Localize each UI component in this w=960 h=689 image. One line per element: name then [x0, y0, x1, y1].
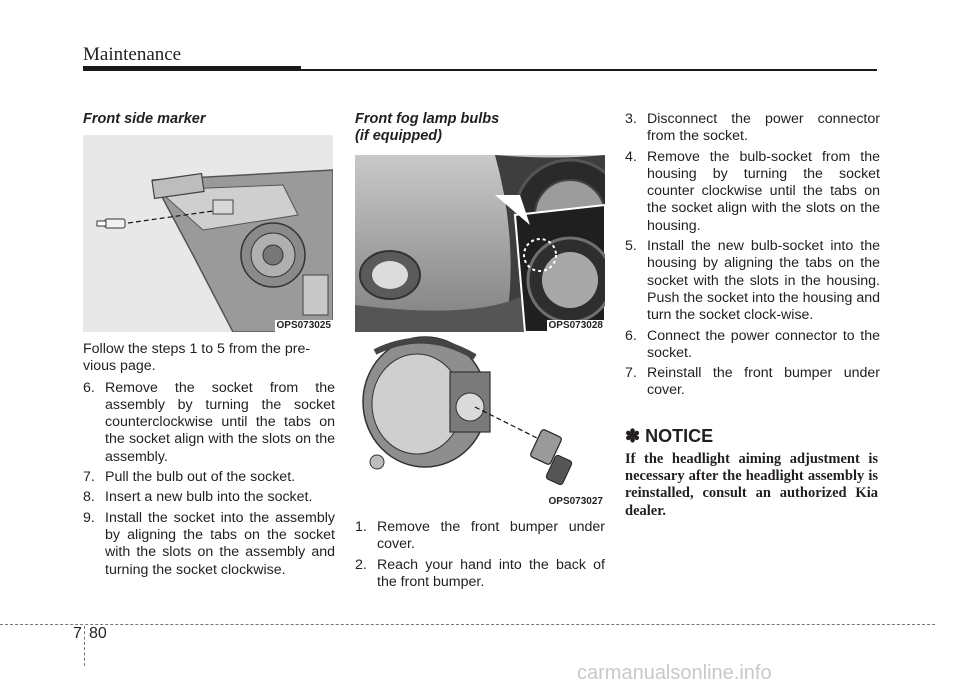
figure-code-ops073028: OPS073028: [548, 320, 603, 331]
page-header-title: Maintenance: [83, 44, 182, 65]
fog-lamp-heading-line2: (if equipped): [355, 128, 442, 144]
middle-steps-list: [355, 519, 605, 591]
list-item: 6. Remove the socket from the assembly by turning the socket counterclockwise until the tabs on the socket align with the slots on the assembly.: [83, 379, 335, 465]
list-item: 7. Reinstall the front bumper under cover.: [625, 365, 880, 399]
list-item: 8. Insert a new bulb into the socket.: [83, 489, 313, 506]
intro-line-1: Follow the steps 1 to 5 from the pre-: [83, 341, 311, 357]
front-side-marker-figure: [83, 135, 333, 332]
list-item: 6. Connect the power connector to the socket.: [625, 327, 880, 361]
header-rule-thin: [301, 69, 877, 71]
fog-lamp-heading-line1: Front fog lamp bulbs: [355, 111, 500, 127]
list-item: 1. Remove the front bumper under cover.: [355, 519, 605, 553]
fog-lamp-heading: [355, 111, 499, 145]
footer-divider: [0, 624, 935, 625]
notice-text: If the headlight aiming adjustment is necessary after the headlight assembly is reinstalled, consult an authorized Kia dealer.: [625, 451, 878, 519]
left-column-body: [83, 341, 335, 582]
figure-code-ops073027: OPS073027: [548, 496, 603, 507]
list-item: 9. Install the socket into the assembly by aligning the tabs on the socket with the slots on the assembly and turning the socket clockwise.: [83, 509, 335, 578]
page-number: 80: [89, 625, 107, 642]
fog-lamp-housing-illustration: [355, 332, 605, 508]
footer-vertical-divider: [84, 626, 85, 666]
watermark: carmanualsonline.info: [577, 662, 772, 684]
fog-lamp-location-figure: [355, 155, 605, 332]
list-item: 5. Install the new bulb-socket into the housing by aligning the tabs on the socket with the slots in the housing. Push the socket into the housing and turn the socket clock-wise.: [625, 238, 880, 324]
intro-line-2: vious page.: [83, 358, 156, 375]
right-steps-list: [625, 111, 880, 400]
notice-star-icon: ✽: [625, 426, 641, 446]
right-column-body: [625, 111, 880, 403]
notice-title: NOTICE: [645, 426, 714, 446]
list-item: 2. Reach your hand into the back of the front bumper.: [355, 556, 605, 590]
left-steps-list: [83, 380, 335, 579]
figure-code-ops073025: OPS073025: [276, 320, 331, 331]
fog-lamp-bulb-figure: [355, 332, 605, 508]
chapter-number: 7: [73, 625, 82, 642]
list-item: 7. Pull the bulb out of the socket.: [83, 469, 296, 486]
headlamp-assembly-illustration: [83, 135, 333, 332]
bumper-photo-illustration: [355, 155, 605, 332]
front-side-marker-heading: Front side marker: [83, 111, 206, 127]
middle-column-body: [355, 519, 605, 594]
header-rule-thick: [83, 66, 301, 71]
list-item: 3. Disconnect the power connector from the socket.: [625, 111, 880, 145]
notice-heading: [625, 426, 713, 447]
list-item: 4. Remove the bulb-socket from the housing by turning the socket counter clockwise until the tabs on the socket align with the slots on the housing.: [625, 148, 880, 234]
